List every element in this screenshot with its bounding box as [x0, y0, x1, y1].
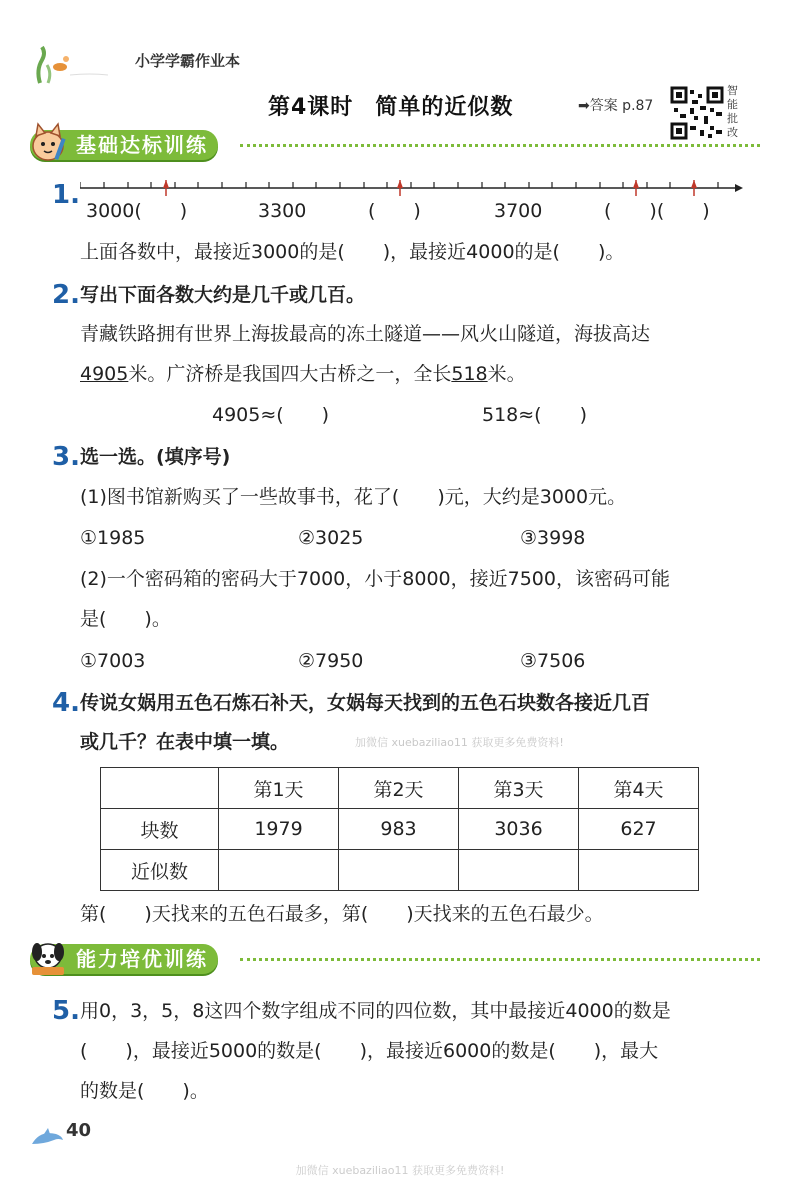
question-5-line-3: 的数是( )。: [80, 1080, 209, 1102]
q3-2-option-3[interactable]: ③7506: [520, 650, 586, 672]
answer-reference: ➡答案 p.87: [578, 98, 654, 114]
q3-1-option-2[interactable]: ②3025: [298, 527, 364, 549]
table-cell: 1979: [219, 809, 339, 850]
bridge-length: 518: [451, 363, 488, 385]
inline-watermark: 加微信 xuebaziliao11 获取更多免费资料!: [355, 736, 564, 749]
table-row: [101, 850, 699, 891]
table-answer-cell[interactable]: [339, 850, 459, 891]
table-answer-cell[interactable]: [579, 850, 699, 891]
numberline-label-3000: 3000( ): [86, 200, 188, 222]
question-3-prompt: 选一选。(填序号): [80, 446, 231, 468]
lesson-title: 简单的近似数: [375, 95, 514, 120]
section-divider: [240, 144, 760, 147]
numberline-blank-1[interactable]: ( ): [368, 200, 421, 222]
numberline-label-3300: 3300: [258, 200, 307, 222]
lesson-number: 第4课时: [268, 95, 354, 120]
table-row-label: 近似数: [101, 850, 219, 891]
table-cell: 983: [339, 809, 459, 850]
table-header-cell: 第3天: [459, 768, 579, 809]
table-cell: 627: [579, 809, 699, 850]
book-brand: 小学学霸作业本: [135, 52, 241, 70]
question-1-number: 1.: [52, 180, 80, 210]
question-3-number: 3.: [52, 442, 80, 472]
question-4-line-1: 传说女娲用五色石炼石补天，女娲每天找到的五色石块数各接近几百: [80, 692, 651, 714]
question-5-line-2: ( )，最接近5000的数是( )，最接近6000的数是( )，最大: [80, 1040, 659, 1062]
q3-2-option-2[interactable]: ②7950: [298, 650, 364, 672]
stone-count-table: [100, 767, 699, 891]
question-4-line-2: 或几千？在表中填一填。: [80, 731, 290, 753]
question-2-line-2: 4905米。广济桥是我国四大古桥之一，全长518米。: [80, 363, 526, 385]
question-4-number: 4.: [52, 688, 80, 718]
table-row-label: 块数: [101, 809, 219, 850]
section-advanced-header: [0, 944, 800, 978]
section-basic-header: [0, 130, 800, 164]
approx-4905[interactable]: 4905≈( ): [212, 404, 330, 426]
table-header-cell: 第1天: [219, 768, 339, 809]
question-4-sentence: 第( )天找来的五色石最多，第( )天找来的五色石最少。: [80, 903, 604, 925]
dog-mascot-icon: [28, 934, 68, 976]
q3-1-option-3[interactable]: ③3998: [520, 527, 586, 549]
table-answer-cell[interactable]: [219, 850, 339, 891]
page-number: 40: [66, 1120, 92, 1141]
question-3-part-1: (1)图书馆新购买了一些故事书，花了( )元，大约是3000元。: [80, 486, 627, 508]
question-3-part-2-line-2: 是( )。: [80, 608, 171, 630]
question-2-prompt: 写出下面各数大约是几千或几百。: [80, 284, 366, 306]
approx-518[interactable]: 518≈( ): [482, 404, 588, 426]
question-5-number: 5.: [52, 996, 80, 1026]
q3-2-option-1[interactable]: ①7003: [80, 650, 146, 672]
table-cell: 3036: [459, 809, 579, 850]
table-answer-cell[interactable]: [459, 850, 579, 891]
question-2-line-1: 青藏铁路拥有世界上海拔最高的冻土隧道——风火山隧道，海拔高达: [80, 323, 651, 345]
q3-1-option-1[interactable]: ①1985: [80, 527, 146, 549]
table-row: [101, 809, 699, 850]
question-2-number: 2.: [52, 280, 80, 310]
question-5-line-1: 用0，3，5，8这四个数字组成不同的四位数，其中最接近4000的数是: [80, 1000, 671, 1022]
smart-grading-label: 智 能 批 改: [727, 84, 738, 139]
page-title: [268, 90, 513, 121]
numberline-blank-2[interactable]: ( )( ): [604, 200, 710, 222]
table-header-cell: 第2天: [339, 768, 459, 809]
tunnel-altitude: 4905: [80, 363, 129, 385]
dolphin-icon: [30, 1126, 64, 1152]
seaweed-logo-icon: [30, 45, 110, 89]
question-3-part-2-line-1: (2)一个密码箱的密码大于7000，小于8000，接近7500，该密码可能: [80, 568, 670, 590]
section-divider: [240, 958, 760, 961]
table-header-cell: [101, 768, 219, 809]
section-advanced-title: 能力培优训练: [30, 944, 218, 974]
section-basic-title: 基础达标训练: [30, 130, 218, 160]
cat-mascot-icon: [28, 120, 68, 162]
footer-watermark: 加微信 xuebaziliao11 获取更多免费资料!: [295, 1164, 505, 1177]
question-1-sentence: 上面各数中，最接近3000的是( )，最接近4000的是( )。: [80, 241, 625, 263]
table-header-cell: 第4天: [579, 768, 699, 809]
numberline-label-3700: 3700: [494, 200, 543, 222]
table-header-row: [101, 768, 699, 809]
